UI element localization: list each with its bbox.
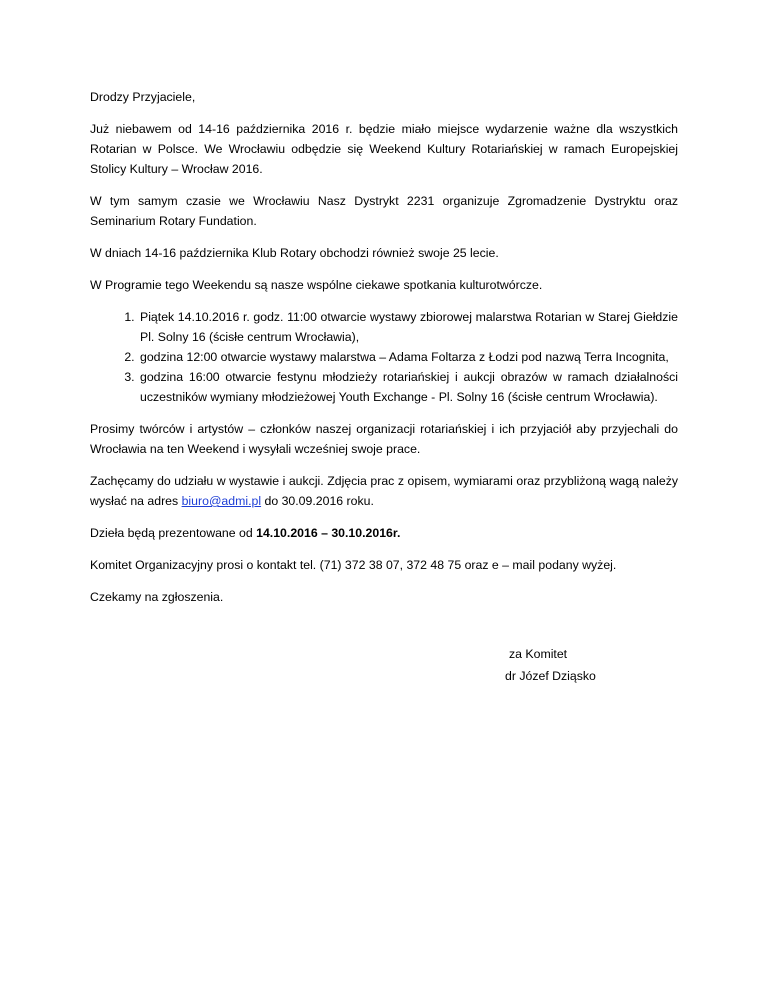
paragraph-club-anniversary: W dniach 14-16 października Klub Rotary obchodzi również swoje 25 lecie. (90, 246, 499, 260)
letter-body (90, 87, 678, 619)
paragraph-closing: Czekamy na zgłoszenia. (90, 590, 224, 604)
paragraph-submission (90, 471, 678, 511)
paragraph-exhibition-dates (90, 523, 678, 543)
program-item: 2. godzina 12:00 otwarcie wystawy malarstwa – Adama Foltarza z Łodzi pod nazwą Terra Incognita, (138, 347, 678, 367)
submission-text: Zachęcamy do udziału w wystawie i aukcji. Zdjęcia prac z opisem, wymiarami oraz przybliżoną wagą należy wysłać na adres (90, 474, 678, 508)
email-link[interactable]: biuro@admi.pl (181, 494, 262, 508)
paragraph-contact: Komitet Organizacyjny prosi o kontakt tel. (71) 372 38 07, 372 48 75 oraz e – mail podany wyżej. (90, 558, 617, 572)
signature-block (505, 643, 596, 687)
program-list (90, 307, 678, 407)
greeting: Drodzy Przyjaciele, (90, 90, 196, 104)
program-item: 3. godzina 16:00 otwarcie festynu młodzieży rotariańskiej i aukcji obrazów w ramach działalności uczestników wymiany młodzieżowej Youth Exchange - Pl. Solny 16 (ścisłe centrum Wrocławia). (138, 367, 678, 407)
program-item: 1. Piątek 14.10.2016 r. godz. 11:00 otwarcie wystawy zbiorowej malarstwa Rotarian w Starej Giełdzie Pl. Solny 16 (ścisłe centrum Wrocławia), (138, 307, 678, 347)
exhibition-dates: 14.10.2016 – 30.10.2016r. (256, 526, 401, 540)
submission-deadline: do 30.09.2016 roku. (261, 494, 374, 508)
paragraph-program-intro: W Programie tego Weekendu są nasze wspólne ciekawe spotkania kulturotwórcze. (90, 278, 543, 292)
paragraph-invitation: Prosimy twórców i artystów – członków naszej organizacji rotariańskiej i ich przyjaciół aby przyjechali do Wrocławia na ten Weekend i wysyłali wcześniej swoje prace. (90, 422, 678, 456)
signature-name: dr Józef Dziąsko (505, 669, 596, 683)
paragraph-event-intro: Już niebawem od 14-16 października 2016 r. będzie miało miejsce wydarzenie ważne dla wszystkich Rotarian w Polsce. We Wrocławiu odbędzie się Weekend Kultury Rotariańskiej w ramach Europejskiej Stolicy Kultury – Wrocław 2016. (90, 122, 678, 176)
exhibition-dates-label: Dzieła będą prezentowane od (90, 526, 257, 540)
signature-committee: za Komitet (509, 647, 568, 661)
paragraph-district-assembly: W tym samym czasie we Wrocławiu Nasz Dystrykt 2231 organizuje Zgromadzenie Dystryktu oraz Seminarium Rotary Fundation. (90, 194, 678, 228)
